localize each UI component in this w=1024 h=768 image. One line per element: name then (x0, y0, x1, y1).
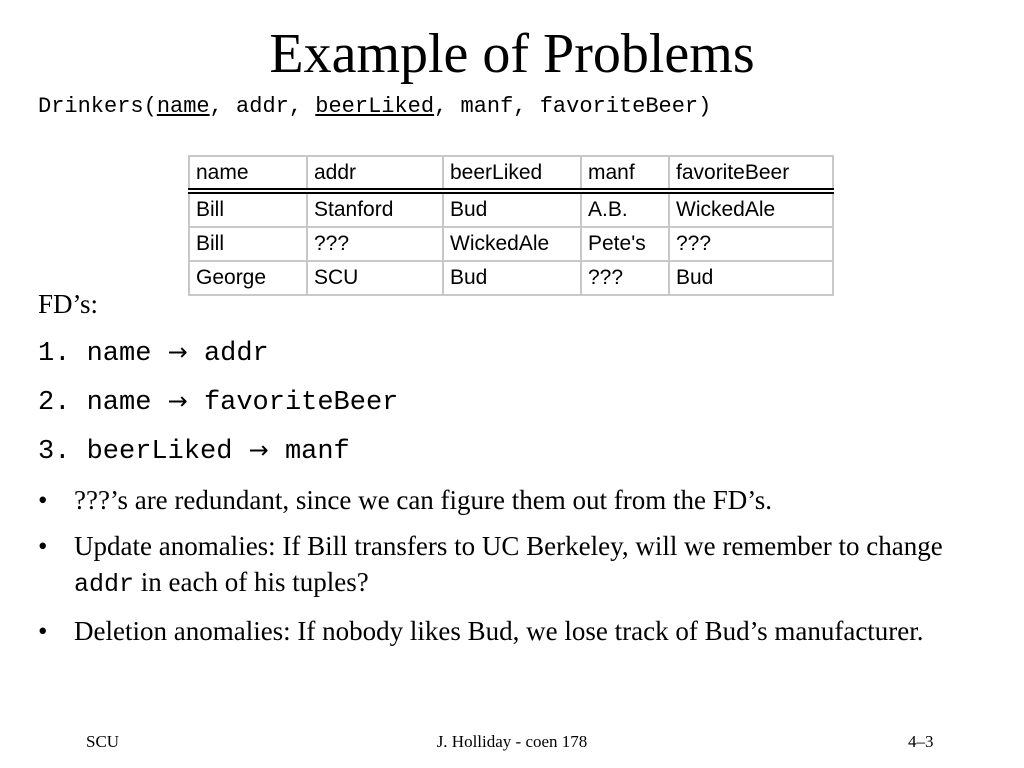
fds-heading: FD’s: (38, 289, 99, 319)
bullet-code: addr (74, 570, 135, 599)
table-cell: Bud (669, 261, 833, 295)
table-cell: Pete's (581, 227, 669, 261)
table-cell: A.B. (581, 191, 669, 227)
table-header-row (189, 156, 833, 191)
table-cell: Bud (443, 191, 581, 227)
table-cell: Bud (443, 261, 581, 295)
slide-title: Example of Problems (269, 23, 755, 85)
relation-schema (38, 92, 711, 122)
table-cell: ??? (669, 227, 833, 261)
fd-lhs: name (86, 339, 152, 369)
arrow-right-icon: → (167, 387, 188, 415)
schema-key-name: name (156, 94, 210, 119)
bullet-item (38, 613, 998, 649)
fd-number: 2. (38, 388, 71, 418)
schema-rest: , manf, favoriteBeer) (434, 94, 712, 119)
table-cell: WickedAle (669, 191, 833, 227)
footer-left: SCU (86, 732, 120, 751)
arrow-right-icon: → (248, 436, 269, 464)
table-cell: WickedAle (443, 227, 581, 261)
schema-key-beerliked: beerLiked (315, 94, 435, 119)
column-header: manf (581, 156, 669, 191)
bullet-icon: • (38, 485, 48, 515)
bullet-text: Update anomalies: If Bill transfers to UC Berkeley, will we remember to change (74, 531, 943, 561)
bullet-text: Deletion anomalies: If nobody likes Bud, we lose track of Bud’s manufacturer. (74, 616, 924, 646)
column-header: favoriteBeer (669, 156, 833, 191)
fd-rhs: addr (203, 339, 269, 369)
fd-item (38, 335, 269, 371)
bullet-text: ???’s are redundant, since we can figure them out from the FD’s. (74, 485, 773, 515)
column-header: name (189, 156, 307, 191)
footer-center: J. Holliday - coen 178 (436, 732, 588, 751)
fd-number: 3. (38, 437, 71, 467)
arrow-right-icon: → (167, 338, 188, 366)
table-row (189, 191, 833, 227)
bullet-item (38, 482, 998, 518)
table-cell: ??? (581, 261, 669, 295)
bullet-list (38, 482, 998, 659)
table-cell: George (189, 261, 307, 295)
fd-lhs: beerLiked (86, 437, 233, 467)
bullet-text: in each of his tuples? (134, 567, 369, 597)
bullet-icon: • (38, 616, 48, 646)
table-cell: Stanford (307, 191, 443, 227)
bullet-item (38, 528, 998, 603)
schema-prefix: Drinkers( (38, 94, 157, 119)
bullet-icon: • (38, 531, 48, 561)
table-cell: Bill (189, 191, 307, 227)
table-cell: Bill (189, 227, 307, 261)
fd-rhs: manf (284, 437, 350, 467)
fd-item (38, 433, 350, 469)
table-cell: ??? (307, 227, 443, 261)
table-row (189, 261, 833, 295)
fd-lhs: name (86, 388, 152, 418)
footer-page-number: 4–3 (908, 732, 934, 751)
fd-rhs: favoriteBeer (203, 388, 399, 418)
table-cell: SCU (307, 261, 443, 295)
schema-separator: , addr, (209, 94, 316, 119)
fd-item (38, 384, 398, 420)
fd-number: 1. (38, 339, 71, 369)
column-header: addr (307, 156, 443, 191)
column-header: beerLiked (443, 156, 581, 191)
drinkers-table (188, 155, 834, 296)
table-row (189, 227, 833, 261)
